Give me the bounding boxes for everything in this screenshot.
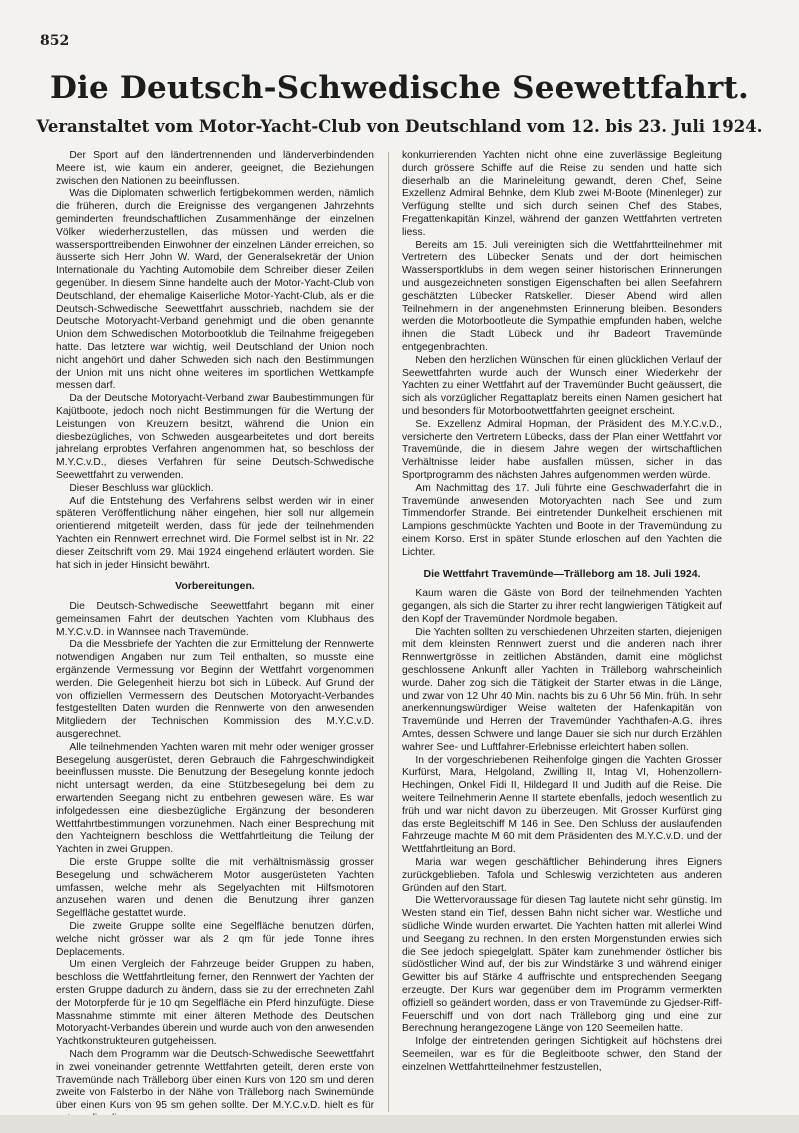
paragraph: Da die Messbriefe der Yachten die zur Ermittelung der Rennwerte notwendigen Angaben nur zum Teil enthalten, so musste eine ergänzende Vermessung vor Beginn der Wettfahrt vorgenommen werden. Die Gelegenheit hierzu bot sich in Lübeck. Auf Grund der von offiziellen Vermessern des Deutschen Motoryacht-Verbandes festgestellten Daten wurden die Rennwerte von den anwesenden Mitgliedern der Technischen Kommission des M.Y.C.v.D. ausgerechnet. <box>56 639 374 741</box>
article-subtitle: Veranstaltet vom Motor-Yacht-Club von Deutschland vom 12. bis 23. Juli 1924. <box>36 117 763 136</box>
paragraph: Dieser Beschluss war glücklich. <box>69 482 214 494</box>
paragraph: Die Deutsch-Schwedische Seewettfahrt begann mit einer gemeinsamen Fahrt der deutschen Yachten vom Klubhaus des M.Y.C.v.D. in Wannsee nach Travemünde. <box>56 601 374 638</box>
paragraph: Was die Diplomaten schwerlich fertigbekommen werden, nämlich die früheren, durch die Ereignisse des vergangenen Jahrzehnts geminderten freundschaftlichen Zusammenhänge der einzelnen Völker wiederherzustellen, das müssen und werden die wassersporttreibenden Einwohner der einzelnen Länder erreichen, so äusserte sich Herr John W. Ward, der Generalsekretär der Union Internationale du Yachting Automobile dem Schreiber dieser Zeilen gegenüber. In diesem Sinne handelte auch der Motor-Yacht-Club von Deutschland, der ehemalige Kaiserliche Motor-Yacht-Club, als er die Deutsch-Schwedische Seewettfahrt ausschrieb, nachdem sie der Deutsche Motoryacht-Verband genehmigt und die oben genannte Union dem Schwedischen Motorbootklub die Teilnahme freigegeben hatte. Das letztere war wichtig, weil Deutschland der Union noch nicht angehört und daher Schweden sich nach den Bestimmungen der Union mit uns nicht ohne weiteres im sportlichen Wettkampfe messen darf. <box>56 188 374 392</box>
paragraph: Neben den herzlichen Wünschen für einen glücklichen Verlauf der Seewettfahrten wurde auch der Wunsch einer Wiederkehr der Yachten zu einer Wettfahrt auf der Travemünder Bucht geäussert, die sich als vorzüglicher Regattaplatz bereits einen Namen gesichert hat und besonders für Motorbootwettfahrten geeignet erscheint. <box>402 354 722 417</box>
paragraph: Maria war wegen geschäftlicher Behinderung ihres Eigners zurückgeblieben. Tafola und Schleswig verzichteten aus anderen Gründen auf den Start. <box>402 857 722 894</box>
article-title: Die Deutsch-Schwedische Seewettfahrt. <box>49 70 750 106</box>
page-number: 852 <box>40 33 70 49</box>
paragraph: Um einen Vergleich der Fahrzeuge beider Gruppen zu haben, beschloss die Wettfahrtleitung ferner, den Rennwert der Yachten der ersten Gruppe dadurch zu ändern, dass sie zu der errechneten Zahl der Motorpferde für je 10 qm Segelfläche ein Pferd hinzufügte. Diese Massnahme stimmte mit einer älteren Methode des Deutschen Motoryacht-Verbandes überein und wurde auch von den anwesenden Yachtkonstrukteuren gutgeheissen. <box>56 959 374 1048</box>
right-column <box>402 150 722 1075</box>
paragraph: Die Wettervoraussage für diesen Tag lautete nicht sehr günstig. Im Westen stand ein Tief, dessen Bahn nicht sicher war. Westliche und südliche Winde wurden erwartet. Die Yachten hatten mit allerlei Wind und Seegang zu rechnen. In den ersten Morgenstunden erwies sich die See jedoch spiegelglatt. Später kam zunehmender östlicher bis südöstlicher Wind auf, der bis zur Windstärke 3 und während einiger Gewitter bis auf Stärke 4 auffrischte und entsprechenden Seegang erzeugte. Der Kurs war gegenüber dem im Programm vermerkten offiziell so geändert worden, dass er von Travemünde zu Gjedser-Riff-Feuerschiff und von dort nach Trälleborg ging und eine zur Berechnung herangezogene Länge von 120 Seemeilen hatte. <box>402 895 722 1035</box>
paragraph: Die zweite Gruppe sollte eine Segelfläche benutzen dürfen, welche nicht grösser war als 2 qm für jede Tonne ihres Deplacements. <box>56 921 374 958</box>
paragraph: Infolge der eintretenden geringen Sichtigkeit auf höchstens drei Seemeilen, war es für die Begleitboote schwer, den Stand der einzelnen Wettfahrtteilnehmer festzustellen, <box>402 1036 722 1073</box>
paragraph: Auf die Entstehung des Verfahrens selbst werden wir in einer späteren Veröffentlichung näher eingehen, hier soll nur allgemein orientierend mitgeteilt werden, dass für jede der teilnehmenden Yachten ein Rennwert errechnet wird. Die Formel selbst ist in Nr. 22 dieser Zeitschrift vom 29. Mai 1924 eingehend erläutert worden. Sie hat sich in jeder Hinsicht bewährt. <box>56 495 374 571</box>
paragraph: Alle teilnehmenden Yachten waren mit mehr oder weniger grosser Besegelung ausgerüstet, deren Gebrauch die Fahrgeschwindigkeit beeinflussen musste. Die Benutzung der Besegelung konnte jedoch nicht untersagt werden, da eine Stützbesegelung bei dem zu erwartenden Seegang nicht zu entbehren gewesen wäre. Es war infolgedessen eine diesbezügliche Ergänzung der besonderen Wettfahrtbestimmungen vorzunehmen. Nach einer Besprechung mit den Yachteignern beschloss die Wettfahrtleitung die Teilung der Yachten in zwei Gruppen. <box>56 741 374 856</box>
paragraph: Der Sport auf den ländertrennenden und länderverbindenden Meere ist, wie kaum ein anderer, geeignet, die Beziehungen zwischen den Nationen zu beeinflussen. <box>56 150 374 187</box>
paragraph: Am Nachmittag des 17. Juli führte eine Geschwaderfahrt die in Travemünde anwesenden Motoryachten nach See und zum Timmendorfer Strande. Bei eintretender Dunkelheit erschienen mit Lampions geschmückte Yachten und Boote in der Travemündung zu einem Korso. Erst in später Stunde erloschen auf den Yachten die Lichter. <box>402 482 722 558</box>
paragraph: Kaum waren die Gäste von Bord der teilnehmenden Yachten gegangen, als sich die Starter zu ihrer recht langwierigen Tätigkeit auf den Kopf der Travemünder Nordmole begaben. <box>402 588 722 625</box>
section-heading: Vorbereitungen. <box>175 580 255 593</box>
column-divider <box>388 152 389 1112</box>
paragraph: Se. Exzellenz Admiral Hopman, der Präsident des M.Y.C.v.D., versicherte den Vertretern Lübecks, dass der Plan einer Wettfahrt vor Travemünde, die in diesem Jahre wegen der wirtschaftlichen Verhältnisse leider habe ausfallen müssen, sicher in das Sportprogramm des nächsten Jahres aufgenommen werden würde. <box>402 418 722 481</box>
paragraph: Nach dem Programm war die Deutsch-Schwedische Seewettfahrt in zwei voneinander getrennte Wettfahrten geteilt, deren erste von Travemünde nach Trälleborg über einen Kurs von 120 sm und deren zweite von Falsterbo in der Nähe von Trälleborg nach Swinemünde über einen Kurs von 95 sm gehen sollte. Der M.Y.C.v.D. hielt es für <box>56 1048 374 1112</box>
section-heading: Die Wettfahrt Travemünde—Trälleborg am 18. Juli 1924. <box>423 567 701 580</box>
paragraph: Da der Deutsche Motoryacht-Verband zwar Baubestimmungen für Kajütboote, jedoch noch nicht Bestimmungen für die Wertung der Leistungen von Kreuzern besitzt, während die Union ein diesbezügliches, von Schweden ausgearbeitetes und dort bereits jahrelang erprobtes Verfahren angenommen hat, so beschloss der M.Y.C.v.D., dieses Verfahren für seine Deutsch-Schwedische Seewettfahrt zu verwenden. <box>56 393 374 481</box>
paragraph: Die Yachten sollten zu verschiedenen Uhrzeiten starten, diejenigen mit dem kleinsten Rennwert zuerst und die anderen nach ihrer Rennwertgrösse in zeitlichen Abständen, damit eine möglichst geschlossene Ankunft aller Yachten in Trälleborg wahrscheinlich wurde. Daher zog sich die Tätigkeit der Starter etwas in die Länge, und zwar von 12 Uhr 40 Min. nachts bis zu 6 Uhr 56 Min. früh. In sehr anerkennungswürdiger Weise walteten der Hafenkapitän von Travemünde und Herren der Travemünder Yachthafen-A.G. ihres Amtes, dessen Schwere und lange Dauer sie sich nur durch Erzählen wahrer See- und Luftfahrer-Erlebnisse erleichtert haben sollen. <box>402 626 722 753</box>
paragraph: In der vorgeschriebenen Reihenfolge gingen die Yachten Grosser Kurfürst, Mara, Helgoland, Zwilling II, Intag VI, Hohenzollern-Hechingen, Onkel Fidi II, Hildegard II und Judith auf die Reise. Die weitere Teilnehmerin Aenne II startete ebenfalls, jedoch wesentlich zu früh und war nicht davon zu überzeugen. Mit Grosser Kurfürst ging das erste Begleitschiff M 146 in See. Den Schluss der auslaufenden Fahrzeuge machte M 60 mit dem Präsidenten des M.Y.C.v.D. und der Wettfahrtleitung an Bord. <box>402 754 722 856</box>
left-column <box>56 150 374 1126</box>
paragraph: Bereits am 15. Juli vereinigten sich die Wettfahrtteilnehmer mit Vertretern des Lübecker Senats und der dort heimischen Wassersportklubs in dem wegen seiner historischen Erinnerungen und ausgezeichneten sonstigen Eigenschaften bei allen Seefahrern geschätzten Lübecker Ratskeller. Dieser Abend wird allen Teilnehmern in der angenehmsten Erinnerung bleiben. Besonders werden die Motorbootleute die Sympathie empfunden haben, welche ihnen die Stadt Lübeck und ihr Badeort Travemünde entgegenbrachten. <box>402 239 722 353</box>
paragraph: Die erste Gruppe sollte die mit verhältnismässig grosser Besegelung und schwächerem Motor ausgerüsteten Yachten umfassen, welche mehr als Segelyachten mit Hilfsmotoren anzusehen waren und denen die Benutzung ihrer ganzen Segelfläche gestattet wurde. <box>56 857 374 920</box>
page-bottom-edge <box>0 1115 799 1133</box>
paragraph: konkurrierenden Yachten nicht ohne eine zuverlässige Begleitung durch grössere Schiffe auf die Reise zu senden und hatte sich dieserhalb an die Marineleitung gewandt, deren Chef, Seine Exzellenz Admiral Behnke, dem Klub zwei M-Boote (Minenleger) zur Verfügung stellte und sich durch seinen Chef des Stabes, Fregattenkapitän Kinzel, während der ganzen Wettfahrten vertreten liess. <box>402 150 722 238</box>
